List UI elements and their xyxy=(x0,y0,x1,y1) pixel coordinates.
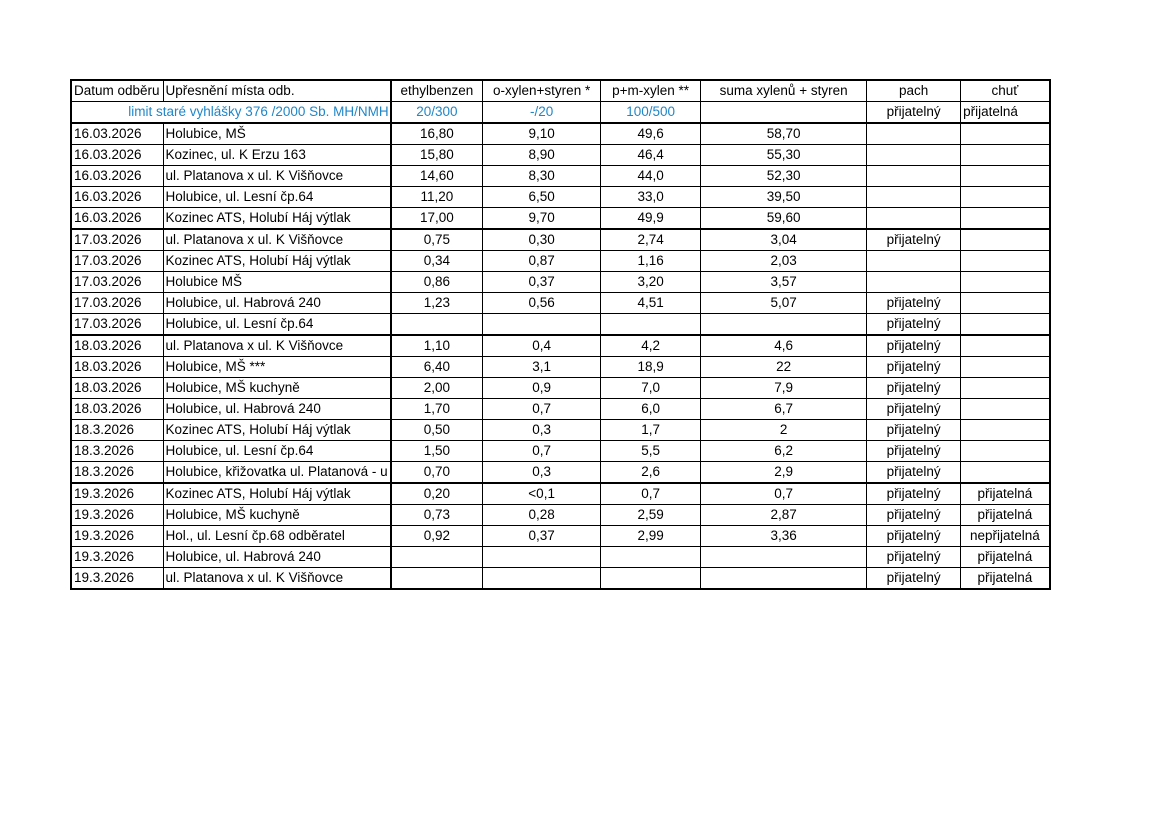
cell-pm-xylen: 49,9 xyxy=(601,208,701,230)
cell-pach: přijatelný xyxy=(867,229,961,251)
cell-chut xyxy=(961,251,1050,272)
table-row xyxy=(71,208,1050,230)
table-row xyxy=(71,483,1050,505)
cell-chut xyxy=(961,399,1050,420)
cell-pach: přijatelný xyxy=(867,357,961,378)
cell-chut xyxy=(961,420,1050,441)
table-row xyxy=(71,526,1050,547)
cell-suma: 7,9 xyxy=(701,378,867,399)
cell-ethylbenzen: 16,80 xyxy=(391,123,483,145)
cell-location: Hol., ul. Lesní čp.68 odběratel xyxy=(163,526,391,547)
cell-suma: 2,03 xyxy=(701,251,867,272)
cell-date: 18.3.2026 xyxy=(71,420,163,441)
cell-suma: 52,30 xyxy=(701,166,867,187)
limit-o-xylen: -/20 xyxy=(483,102,601,124)
cell-ethylbenzen xyxy=(391,568,483,590)
cell-ethylbenzen xyxy=(391,314,483,336)
cell-date: 16.03.2026 xyxy=(71,166,163,187)
table-row xyxy=(71,145,1050,166)
cell-o-xylen: 8,90 xyxy=(483,145,601,166)
cell-pm-xylen: 3,20 xyxy=(601,272,701,293)
cell-location: ul. Platanova x ul. K Višňovce xyxy=(163,335,391,357)
cell-ethylbenzen: 0,20 xyxy=(391,483,483,505)
cell-ethylbenzen: 14,60 xyxy=(391,166,483,187)
cell-location: Holubice MŠ xyxy=(163,272,391,293)
cell-location: Holubice, ul. Lesní čp.64 xyxy=(163,187,391,208)
cell-location: Holubice, MŠ kuchyně xyxy=(163,378,391,399)
cell-o-xylen: 0,37 xyxy=(483,272,601,293)
cell-o-xylen: 9,70 xyxy=(483,208,601,230)
cell-location: ul. Platanova x ul. K Višňovce xyxy=(163,568,391,590)
cell-o-xylen: 8,30 xyxy=(483,166,601,187)
cell-location: Holubice, MŠ kuchyně xyxy=(163,505,391,526)
cell-ethylbenzen: 15,80 xyxy=(391,145,483,166)
cell-o-xylen: 0,87 xyxy=(483,251,601,272)
header-ethylbenzen: ethylbenzen xyxy=(391,80,483,102)
limit-pach: přijatelný xyxy=(867,102,961,124)
cell-pach: přijatelný xyxy=(867,420,961,441)
cell-o-xylen xyxy=(483,568,601,590)
table-row xyxy=(71,251,1050,272)
cell-location: Holubice, ul. Lesní čp.64 xyxy=(163,314,391,336)
cell-pm-xylen xyxy=(601,547,701,568)
cell-o-xylen: 9,10 xyxy=(483,123,601,145)
cell-ethylbenzen: 0,73 xyxy=(391,505,483,526)
cell-o-xylen xyxy=(483,314,601,336)
header-row xyxy=(71,80,1050,102)
cell-pm-xylen: 46,4 xyxy=(601,145,701,166)
cell-chut: přijatelná xyxy=(961,568,1050,590)
limit-chut: přijatelná xyxy=(961,102,1050,124)
cell-suma: 0,7 xyxy=(701,483,867,505)
cell-pm-xylen: 33,0 xyxy=(601,187,701,208)
cell-location: Kozinec ATS, Holubí Háj výtlak xyxy=(163,208,391,230)
cell-o-xylen: 0,3 xyxy=(483,462,601,484)
cell-o-xylen: 0,37 xyxy=(483,526,601,547)
cell-pach: přijatelný xyxy=(867,378,961,399)
cell-ethylbenzen: 17,00 xyxy=(391,208,483,230)
cell-date: 17.03.2026 xyxy=(71,272,163,293)
table-row xyxy=(71,378,1050,399)
table-row xyxy=(71,166,1050,187)
cell-pach xyxy=(867,145,961,166)
header-pm-xylen: p+m-xylen ** xyxy=(601,80,701,102)
cell-pm-xylen: 18,9 xyxy=(601,357,701,378)
cell-o-xylen: 6,50 xyxy=(483,187,601,208)
cell-chut xyxy=(961,187,1050,208)
cell-pm-xylen: 5,5 xyxy=(601,441,701,462)
cell-suma: 4,6 xyxy=(701,335,867,357)
cell-suma: 22 xyxy=(701,357,867,378)
cell-location: Kozinec ATS, Holubí Háj výtlak xyxy=(163,251,391,272)
cell-pach: přijatelný xyxy=(867,441,961,462)
table-row xyxy=(71,123,1050,145)
cell-date: 16.03.2026 xyxy=(71,208,163,230)
cell-pm-xylen xyxy=(601,314,701,336)
cell-date: 17.03.2026 xyxy=(71,229,163,251)
cell-o-xylen: <0,1 xyxy=(483,483,601,505)
header-date: Datum odběru xyxy=(71,80,163,102)
cell-pach: přijatelný xyxy=(867,462,961,484)
cell-o-xylen: 3,1 xyxy=(483,357,601,378)
cell-date: 18.03.2026 xyxy=(71,357,163,378)
limit-suma xyxy=(701,102,867,124)
table-row xyxy=(71,293,1050,314)
cell-suma xyxy=(701,314,867,336)
limit-row xyxy=(71,102,1050,124)
cell-suma xyxy=(701,568,867,590)
cell-ethylbenzen: 2,00 xyxy=(391,378,483,399)
cell-location: Holubice, ul. Habrová 240 xyxy=(163,399,391,420)
cell-suma: 55,30 xyxy=(701,145,867,166)
cell-o-xylen xyxy=(483,547,601,568)
cell-chut xyxy=(961,272,1050,293)
cell-ethylbenzen: 1,23 xyxy=(391,293,483,314)
cell-date: 16.03.2026 xyxy=(71,187,163,208)
cell-chut xyxy=(961,208,1050,230)
limit-label: limit staré vyhlášky 376 /2000 Sb. MH/NMH xyxy=(71,102,391,124)
cell-ethylbenzen: 0,92 xyxy=(391,526,483,547)
cell-pm-xylen: 44,0 xyxy=(601,166,701,187)
cell-pm-xylen: 49,6 xyxy=(601,123,701,145)
cell-suma: 6,7 xyxy=(701,399,867,420)
cell-chut xyxy=(961,378,1050,399)
cell-pach: přijatelný xyxy=(867,293,961,314)
cell-location: Holubice, ul. Habrová 240 xyxy=(163,547,391,568)
limit-pm-xylen: 100/500 xyxy=(601,102,701,124)
cell-location: ul. Platanova x ul. K Višňovce xyxy=(163,229,391,251)
cell-date: 19.3.2026 xyxy=(71,505,163,526)
cell-date: 18.03.2026 xyxy=(71,399,163,420)
cell-chut xyxy=(961,335,1050,357)
cell-pach: přijatelný xyxy=(867,505,961,526)
cell-date: 17.03.2026 xyxy=(71,293,163,314)
cell-chut xyxy=(961,166,1050,187)
cell-suma: 3,57 xyxy=(701,272,867,293)
cell-pach xyxy=(867,166,961,187)
cell-date: 19.3.2026 xyxy=(71,568,163,590)
cell-suma: 6,2 xyxy=(701,441,867,462)
cell-ethylbenzen xyxy=(391,547,483,568)
cell-pm-xylen: 7,0 xyxy=(601,378,701,399)
cell-pm-xylen: 6,0 xyxy=(601,399,701,420)
cell-ethylbenzen: 0,75 xyxy=(391,229,483,251)
cell-ethylbenzen: 0,86 xyxy=(391,272,483,293)
cell-ethylbenzen: 1,10 xyxy=(391,335,483,357)
cell-chut: přijatelná xyxy=(961,483,1050,505)
cell-ethylbenzen: 6,40 xyxy=(391,357,483,378)
cell-pm-xylen: 4,2 xyxy=(601,335,701,357)
header-location: Upřesnění místa odb. xyxy=(163,80,391,102)
cell-chut xyxy=(961,441,1050,462)
cell-chut: přijatelná xyxy=(961,505,1050,526)
table-row xyxy=(71,335,1050,357)
cell-ethylbenzen: 1,50 xyxy=(391,441,483,462)
cell-date: 18.03.2026 xyxy=(71,378,163,399)
header-chut: chuť xyxy=(961,80,1050,102)
cell-pach: přijatelný xyxy=(867,568,961,590)
cell-suma: 2,9 xyxy=(701,462,867,484)
cell-pm-xylen: 2,6 xyxy=(601,462,701,484)
cell-pach: přijatelný xyxy=(867,547,961,568)
table-row xyxy=(71,462,1050,484)
cell-pach xyxy=(867,251,961,272)
cell-suma: 59,60 xyxy=(701,208,867,230)
cell-pm-xylen: 2,99 xyxy=(601,526,701,547)
cell-chut: přijatelná xyxy=(961,547,1050,568)
cell-ethylbenzen: 11,20 xyxy=(391,187,483,208)
table-row xyxy=(71,357,1050,378)
cell-ethylbenzen: 0,50 xyxy=(391,420,483,441)
cell-ethylbenzen: 1,70 xyxy=(391,399,483,420)
cell-o-xylen: 0,7 xyxy=(483,441,601,462)
cell-suma: 3,04 xyxy=(701,229,867,251)
cell-pach xyxy=(867,208,961,230)
cell-pach xyxy=(867,123,961,145)
cell-o-xylen: 0,30 xyxy=(483,229,601,251)
cell-pach xyxy=(867,187,961,208)
water-quality-table xyxy=(70,79,1051,590)
cell-location: Holubice, ul. Habrová 240 xyxy=(163,293,391,314)
table-row xyxy=(71,505,1050,526)
table-row xyxy=(71,229,1050,251)
cell-o-xylen: 0,56 xyxy=(483,293,601,314)
cell-pach: přijatelný xyxy=(867,399,961,420)
cell-location: ul. Platanova x ul. K Višňovce xyxy=(163,166,391,187)
cell-location: Holubice, MŠ xyxy=(163,123,391,145)
cell-date: 19.3.2026 xyxy=(71,526,163,547)
cell-suma: 5,07 xyxy=(701,293,867,314)
cell-location: Holubice, ul. Lesní čp.64 xyxy=(163,441,391,462)
cell-pm-xylen: 1,7 xyxy=(601,420,701,441)
cell-o-xylen: 0,28 xyxy=(483,505,601,526)
cell-pm-xylen: 0,7 xyxy=(601,483,701,505)
cell-pm-xylen: 2,59 xyxy=(601,505,701,526)
cell-date: 19.3.2026 xyxy=(71,483,163,505)
cell-o-xylen: 0,3 xyxy=(483,420,601,441)
cell-chut xyxy=(961,229,1050,251)
header-pach: pach xyxy=(867,80,961,102)
cell-pach xyxy=(867,272,961,293)
cell-pach: přijatelný xyxy=(867,526,961,547)
table-row xyxy=(71,272,1050,293)
cell-location: Holubice, MŠ *** xyxy=(163,357,391,378)
cell-ethylbenzen: 0,34 xyxy=(391,251,483,272)
header-suma: suma xylenů + styren xyxy=(701,80,867,102)
cell-location: Kozinec, ul. K Erzu 163 xyxy=(163,145,391,166)
cell-o-xylen: 0,4 xyxy=(483,335,601,357)
cell-chut xyxy=(961,293,1050,314)
cell-location: Kozinec ATS, Holubí Háj výtlak xyxy=(163,483,391,505)
cell-pm-xylen xyxy=(601,568,701,590)
cell-chut xyxy=(961,314,1050,336)
table-row xyxy=(71,568,1050,590)
table-row xyxy=(71,420,1050,441)
cell-o-xylen: 0,9 xyxy=(483,378,601,399)
table-row xyxy=(71,547,1050,568)
cell-date: 18.03.2026 xyxy=(71,335,163,357)
cell-o-xylen: 0,7 xyxy=(483,399,601,420)
limit-ethylbenzen: 20/300 xyxy=(391,102,483,124)
cell-pach: přijatelný xyxy=(867,314,961,336)
cell-location: Holubice, křižovatka ul. Platanová - u xyxy=(163,462,391,484)
cell-suma: 3,36 xyxy=(701,526,867,547)
cell-date: 17.03.2026 xyxy=(71,251,163,272)
cell-date: 18.3.2026 xyxy=(71,462,163,484)
cell-chut xyxy=(961,357,1050,378)
table-row xyxy=(71,441,1050,462)
cell-suma: 2,87 xyxy=(701,505,867,526)
table-row xyxy=(71,399,1050,420)
cell-location: Kozinec ATS, Holubí Háj výtlak xyxy=(163,420,391,441)
cell-chut xyxy=(961,462,1050,484)
header-o-xylen: o-xylen+styren * xyxy=(483,80,601,102)
cell-suma: 2 xyxy=(701,420,867,441)
cell-pm-xylen: 4,51 xyxy=(601,293,701,314)
cell-date: 17.03.2026 xyxy=(71,314,163,336)
cell-pm-xylen: 2,74 xyxy=(601,229,701,251)
cell-pm-xylen: 1,16 xyxy=(601,251,701,272)
table-row xyxy=(71,187,1050,208)
cell-date: 16.03.2026 xyxy=(71,145,163,166)
table-row xyxy=(71,314,1050,336)
cell-chut xyxy=(961,123,1050,145)
cell-pach: přijatelný xyxy=(867,335,961,357)
cell-suma: 39,50 xyxy=(701,187,867,208)
cell-chut xyxy=(961,145,1050,166)
cell-date: 16.03.2026 xyxy=(71,123,163,145)
cell-suma: 58,70 xyxy=(701,123,867,145)
cell-chut: nepřijatelná xyxy=(961,526,1050,547)
cell-suma xyxy=(701,547,867,568)
cell-date: 18.3.2026 xyxy=(71,441,163,462)
cell-pach: přijatelný xyxy=(867,483,961,505)
cell-date: 19.3.2026 xyxy=(71,547,163,568)
cell-ethylbenzen: 0,70 xyxy=(391,462,483,484)
